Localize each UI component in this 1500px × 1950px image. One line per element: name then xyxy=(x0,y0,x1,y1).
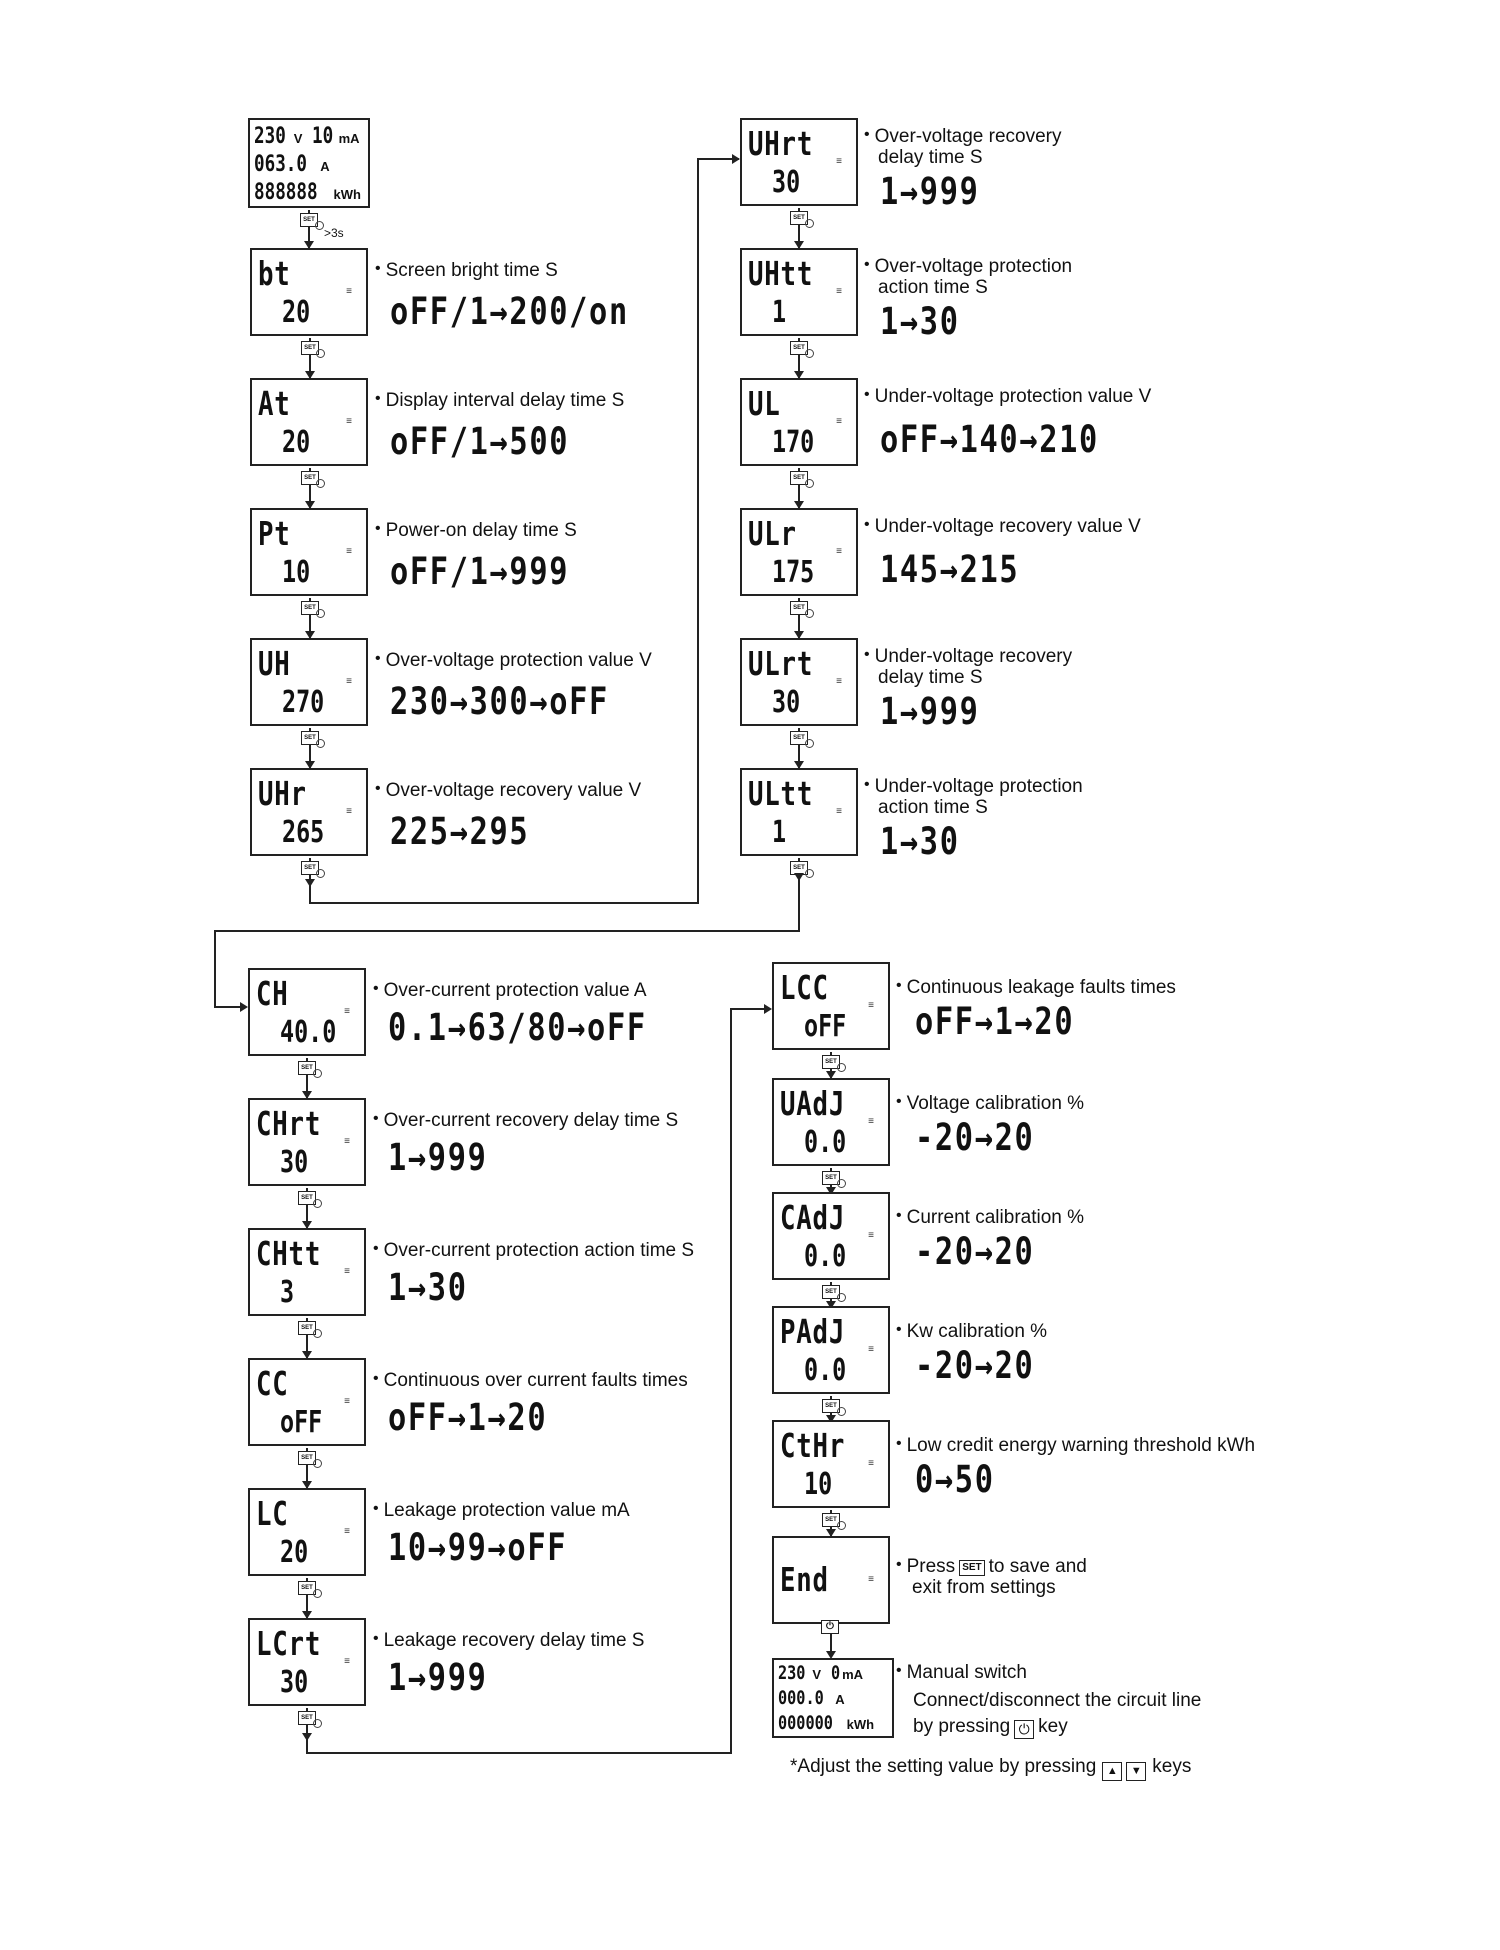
caption-text: Leakage recovery delay time S xyxy=(383,1630,645,1651)
lcd-value: 1 xyxy=(772,815,787,850)
parameter-caption xyxy=(896,977,1176,999)
caption-text: Kw calibration % xyxy=(906,1321,1048,1342)
lcd-code: UHr xyxy=(258,774,307,813)
bullet-icon: • xyxy=(896,1321,902,1338)
parameter-caption xyxy=(878,667,983,688)
home-row xyxy=(254,180,361,205)
parameter-caption xyxy=(373,1370,688,1392)
lcd-indicator-icon: ≡ xyxy=(346,416,352,427)
lcd-value: 30 xyxy=(772,165,801,200)
press-hand-icon xyxy=(805,609,814,618)
lcd-code: At xyxy=(258,384,291,423)
lcd-code: bt xyxy=(258,254,291,293)
bullet-icon: • xyxy=(896,1207,902,1224)
caption-text: Over-voltage recovery xyxy=(874,126,1062,147)
parameter-range: -20→20 xyxy=(915,1116,1035,1159)
lcd-code: CHrt xyxy=(256,1104,322,1143)
bullet-icon: • xyxy=(896,977,902,994)
home-readout: 230 xyxy=(254,124,286,149)
parameter-caption xyxy=(375,390,624,412)
final-readout: 0 xyxy=(830,1662,840,1684)
press-hand-icon xyxy=(313,1069,322,1078)
caption-text: action time S xyxy=(878,277,988,298)
parameter-range: 1→999 xyxy=(388,1656,488,1699)
lcd-value: 30 xyxy=(280,1665,309,1700)
home-row xyxy=(254,124,360,149)
parameter-caption xyxy=(878,147,983,168)
lcd-screen-cc xyxy=(248,1358,366,1446)
home-row xyxy=(254,152,330,177)
set-key-icon: SET xyxy=(301,601,319,615)
parameter-range: -20→20 xyxy=(915,1344,1035,1387)
lcd-value: 20 xyxy=(282,425,311,460)
lcd-indicator-icon: ≡ xyxy=(344,1266,350,1277)
press-hand-icon xyxy=(805,349,814,358)
set-key-icon: SET xyxy=(301,471,319,485)
lcd-indicator-icon: ≡ xyxy=(868,1458,874,1469)
lcd-screen-end xyxy=(772,1536,890,1624)
lcd-code: UAdJ xyxy=(780,1084,846,1123)
parameter-caption xyxy=(864,126,1062,148)
press-hand-icon xyxy=(837,1293,846,1302)
caption-text: Press xyxy=(906,1556,956,1577)
set-key-icon: SET xyxy=(300,213,318,227)
press-hand-icon xyxy=(316,349,325,358)
lcd-indicator-icon: ≡ xyxy=(868,1000,874,1011)
lcd-code: UHrt xyxy=(748,124,814,163)
parameter-range: 0.1→63/80→oFF xyxy=(388,1006,647,1049)
connector-line xyxy=(214,930,216,1008)
lcd-code: UH xyxy=(258,644,291,683)
lcd-indicator-icon: ≡ xyxy=(344,1526,350,1537)
lcd-code: CAdJ xyxy=(780,1198,846,1237)
bullet-icon: • xyxy=(864,256,870,273)
bullet-icon: • xyxy=(373,1240,379,1257)
caption-text: Continuous leakage faults times xyxy=(906,977,1176,998)
bullet-icon: • xyxy=(864,386,870,403)
press-hand-icon xyxy=(316,869,325,878)
lcd-screen-pt xyxy=(250,508,368,596)
parameter-range: 1→999 xyxy=(388,1136,488,1179)
lcd-screen-ulrt xyxy=(740,638,858,726)
bullet-icon: • xyxy=(864,646,870,663)
lcd-indicator-icon: ≡ xyxy=(346,806,352,817)
lcd-screen-chrt xyxy=(248,1098,366,1186)
final-readout: mA xyxy=(842,1667,864,1682)
lcd-indicator-icon: ≡ xyxy=(836,156,842,167)
parameter-caption xyxy=(375,520,577,542)
caption-text: Leakage protection value mA xyxy=(383,1500,630,1521)
parameter-caption xyxy=(864,646,1072,668)
lcd-value: 20 xyxy=(282,295,311,330)
parameter-range: oFF→1→20 xyxy=(388,1396,548,1439)
caption-text: Display interval delay time S xyxy=(385,390,625,411)
set-key-icon: SET xyxy=(298,1451,316,1465)
bullet-icon: • xyxy=(373,1500,379,1517)
lcd-indicator-icon: ≡ xyxy=(346,676,352,687)
parameter-caption xyxy=(373,1110,678,1132)
lcd-code: LCC xyxy=(780,968,829,1007)
set-key-icon: SET xyxy=(790,601,808,615)
parameter-range: 1→999 xyxy=(880,170,980,213)
lcd-screen-uhrt xyxy=(740,118,858,206)
caption-text: Screen bright time S xyxy=(385,260,558,281)
bullet-icon: • xyxy=(375,390,381,407)
parameter-caption xyxy=(373,980,647,1002)
end-caption xyxy=(896,1556,1087,1578)
parameter-caption xyxy=(896,1662,1027,1684)
final-readout: A xyxy=(835,1692,845,1707)
parameter-caption xyxy=(373,1630,644,1652)
parameter-caption xyxy=(373,1240,694,1262)
lcd-screen-padj xyxy=(772,1306,890,1394)
set-key-icon: SET xyxy=(822,1285,840,1299)
parameter-range: oFF/1→999 xyxy=(390,550,570,593)
lcd-value: 10 xyxy=(282,555,311,590)
lcd-indicator-icon: ≡ xyxy=(836,286,842,297)
power-key-icon: ⏻ xyxy=(821,1620,839,1634)
power-key-icon: ⏻ xyxy=(1014,1720,1034,1739)
lcd-indicator-icon: ≡ xyxy=(344,1006,350,1017)
final-readout: V xyxy=(812,1667,821,1682)
caption-text: exit from settings xyxy=(912,1577,1056,1598)
press-hand-icon xyxy=(315,221,324,230)
lcd-screen-ch xyxy=(248,968,366,1056)
caption-text: Continuous over current faults times xyxy=(383,1370,688,1391)
press-hand-icon xyxy=(313,1719,322,1728)
lcd-indicator-icon: ≡ xyxy=(868,1344,874,1355)
bullet-icon: • xyxy=(864,126,870,143)
press-hand-icon xyxy=(805,739,814,748)
caption-text: Over-current recovery delay time S xyxy=(383,1110,679,1131)
caption-text: to save and xyxy=(988,1556,1087,1577)
parameter-range: 1→30 xyxy=(388,1266,468,1309)
lcd-indicator-icon: ≡ xyxy=(346,546,352,557)
connector-line xyxy=(306,1752,732,1754)
set-key-icon: SET xyxy=(298,1711,316,1725)
final-readout: kWh xyxy=(846,1717,875,1732)
lcd-screen-final xyxy=(772,1658,894,1738)
bullet-icon: • xyxy=(896,1556,902,1573)
parameter-caption xyxy=(896,1321,1047,1343)
caption-text: key xyxy=(1038,1716,1068,1737)
connector-line xyxy=(309,902,699,904)
home-readout: mA xyxy=(338,131,360,146)
footnote-text: *Adjust the setting value by pressing xyxy=(790,1756,1097,1777)
lcd-value: 3 xyxy=(280,1275,295,1310)
parameter-caption xyxy=(878,797,988,818)
lcd-screen-cadj xyxy=(772,1192,890,1280)
parameter-range: -20→20 xyxy=(915,1230,1035,1273)
caption-text: Over-voltage recovery value V xyxy=(385,780,642,801)
lcd-screen-cthr xyxy=(772,1420,890,1508)
parameter-caption xyxy=(896,1207,1084,1229)
caption-text: delay time S xyxy=(878,147,983,168)
caption-text: Connect/disconnect the circuit line xyxy=(913,1690,1202,1711)
caption-text: Under-voltage protection xyxy=(874,776,1083,797)
bullet-icon: • xyxy=(373,1630,379,1647)
parameter-range: oFF→1→20 xyxy=(915,1000,1075,1043)
parameter-range: oFF/1→500 xyxy=(390,420,570,463)
caption-text: Over-current protection value A xyxy=(383,980,647,1001)
press-hand-icon xyxy=(313,1199,322,1208)
caption-text: Current calibration % xyxy=(906,1207,1085,1228)
bullet-icon: • xyxy=(864,776,870,793)
press-hand-icon xyxy=(313,1329,322,1338)
lcd-value: 265 xyxy=(282,815,325,850)
lcd-value: 20 xyxy=(280,1535,309,1570)
lcd-code: CHtt xyxy=(256,1234,322,1273)
lcd-indicator-icon: ≡ xyxy=(836,676,842,687)
set-key-icon: SET xyxy=(301,341,319,355)
lcd-indicator-icon: ≡ xyxy=(836,546,842,557)
lcd-code: CH xyxy=(256,974,289,1013)
set-key-icon: SET xyxy=(301,861,319,875)
press-hand-icon xyxy=(316,739,325,748)
parameter-caption xyxy=(375,260,558,282)
lcd-indicator-icon: ≡ xyxy=(344,1396,350,1407)
bullet-icon: • xyxy=(896,1435,902,1452)
lcd-value: 0.0 xyxy=(804,1353,847,1388)
home-readout: V xyxy=(293,131,303,146)
parameter-caption xyxy=(896,1435,1255,1457)
caption-text: delay time S xyxy=(878,667,983,688)
arrow-head-icon xyxy=(764,1004,772,1014)
set-key-icon: SET xyxy=(298,1191,316,1205)
lcd-screen-ul xyxy=(740,378,858,466)
lcd-value: 40.0 xyxy=(280,1015,337,1050)
connector-line xyxy=(697,158,699,904)
set-key-icon: SET xyxy=(790,341,808,355)
home-readout: A xyxy=(320,159,330,174)
hold-hint-text: >3s xyxy=(324,226,344,240)
lcd-screen-bt xyxy=(250,248,368,336)
lcd-code: Pt xyxy=(258,514,291,553)
caption-text: Voltage calibration % xyxy=(906,1093,1085,1114)
parameter-range: 10→99→oFF xyxy=(388,1526,568,1569)
lcd-indicator-icon: ≡ xyxy=(836,806,842,817)
lcd-code: UL xyxy=(748,384,781,423)
set-key-icon: SET xyxy=(301,731,319,745)
lcd-screen-lcc xyxy=(772,962,890,1050)
bullet-icon: • xyxy=(864,516,870,533)
parameter-caption xyxy=(373,1500,630,1522)
lcd-screen-ultt xyxy=(740,768,858,856)
parameter-range: oFF/1→200/on xyxy=(390,290,629,333)
caption-text: Manual switch xyxy=(906,1662,1027,1683)
parameter-caption xyxy=(913,1690,1201,1711)
set-key-icon: SET xyxy=(790,731,808,745)
lcd-code: LC xyxy=(256,1494,289,1533)
set-key-icon: SET xyxy=(959,1560,984,1576)
home-readout: 10 xyxy=(312,124,334,149)
bullet-icon: • xyxy=(896,1662,902,1679)
lcd-code: End xyxy=(780,1560,829,1599)
lcd-code: PAdJ xyxy=(780,1312,846,1351)
parameter-caption xyxy=(864,256,1072,278)
bullet-icon: • xyxy=(373,980,379,997)
caption-text: Over-voltage protection xyxy=(874,256,1073,277)
parameter-caption xyxy=(912,1577,1056,1598)
connector-line xyxy=(798,880,800,930)
bullet-icon: • xyxy=(375,520,381,537)
parameter-caption xyxy=(864,386,1151,408)
connector-line xyxy=(730,1008,732,1754)
final-readout: 230 xyxy=(778,1662,806,1684)
caption-text: Over-current protection action time S xyxy=(383,1240,695,1261)
final-readout: 000.0 xyxy=(778,1687,824,1709)
lcd-screen-ulr xyxy=(740,508,858,596)
lcd-indicator-icon: ≡ xyxy=(346,286,352,297)
lcd-value: oFF xyxy=(804,1009,847,1044)
parameter-range: 1→30 xyxy=(880,300,960,343)
lcd-screen-lcrt xyxy=(248,1618,366,1706)
caption-text: action time S xyxy=(878,797,988,818)
up-arrow-key-icon: ▲ xyxy=(1102,1762,1122,1781)
press-hand-icon xyxy=(313,1589,322,1598)
press-hand-icon xyxy=(805,219,814,228)
parameter-caption xyxy=(878,277,988,298)
connector-line xyxy=(214,930,800,932)
press-hand-icon xyxy=(837,1407,846,1416)
lcd-value: 10 xyxy=(804,1467,833,1502)
lcd-code: LCrt xyxy=(256,1624,322,1663)
parameter-range: oFF→140→210 xyxy=(880,418,1099,461)
press-hand-icon xyxy=(313,1459,322,1468)
caption-text: Under-voltage recovery value V xyxy=(874,516,1141,537)
caption-text: Low credit energy warning threshold kWh xyxy=(906,1435,1256,1456)
lcd-screen-uhtt xyxy=(740,248,858,336)
bullet-icon: • xyxy=(375,650,381,667)
parameter-caption xyxy=(375,780,641,802)
final-readout: 000000 xyxy=(778,1712,833,1734)
lcd-screen-at xyxy=(250,378,368,466)
final-caption-key xyxy=(913,1716,1068,1739)
bullet-icon: • xyxy=(373,1110,379,1127)
lcd-value: 170 xyxy=(772,425,815,460)
press-hand-icon xyxy=(316,609,325,618)
lcd-code: UHtt xyxy=(748,254,814,293)
caption-text: Under-voltage recovery xyxy=(874,646,1073,667)
caption-text: Power-on delay time S xyxy=(385,520,577,541)
bullet-icon: • xyxy=(375,260,381,277)
final-row xyxy=(778,1712,874,1734)
lcd-screen-uadj xyxy=(772,1078,890,1166)
lcd-value: 175 xyxy=(772,555,815,590)
caption-text: by pressing xyxy=(913,1716,1011,1737)
set-key-icon: SET xyxy=(822,1513,840,1527)
press-hand-icon xyxy=(805,479,814,488)
final-row xyxy=(778,1687,845,1709)
caption-text: Under-voltage protection value V xyxy=(874,386,1152,407)
parameter-caption xyxy=(375,650,652,672)
parameter-range: 145→215 xyxy=(880,548,1020,591)
set-key-icon: SET xyxy=(298,1581,316,1595)
footnote xyxy=(790,1756,1191,1781)
lcd-screen-chtt xyxy=(248,1228,366,1316)
arrow-head-icon xyxy=(240,1002,248,1012)
set-key-icon: SET xyxy=(822,1055,840,1069)
lcd-value: 30 xyxy=(772,685,801,720)
lcd-value: 0.0 xyxy=(804,1125,847,1160)
set-key-icon: SET xyxy=(822,1171,840,1185)
lcd-code: CC xyxy=(256,1364,289,1403)
home-readout: 063.0 xyxy=(254,152,307,177)
press-hand-icon xyxy=(837,1063,846,1072)
parameter-range: 225→295 xyxy=(390,810,530,853)
lcd-code: ULr xyxy=(748,514,797,553)
lcd-value: oFF xyxy=(280,1405,323,1440)
set-key-icon: SET xyxy=(790,211,808,225)
lcd-indicator-icon: ≡ xyxy=(344,1656,350,1667)
set-key-icon: SET xyxy=(790,861,808,875)
down-arrow-key-icon: ▼ xyxy=(1126,1762,1146,1781)
press-hand-icon xyxy=(837,1521,846,1530)
parameter-caption xyxy=(896,1093,1084,1115)
bullet-icon: • xyxy=(896,1093,902,1110)
lcd-screen-lc xyxy=(248,1488,366,1576)
lcd-value: 0.0 xyxy=(804,1239,847,1274)
lcd-indicator-icon: ≡ xyxy=(868,1574,874,1585)
lcd-screen-uhr xyxy=(250,768,368,856)
lcd-indicator-icon: ≡ xyxy=(868,1116,874,1127)
final-row xyxy=(778,1662,863,1684)
footnote-text: keys xyxy=(1152,1756,1192,1777)
parameter-caption xyxy=(864,776,1083,798)
home-readout: 888888 xyxy=(254,180,318,205)
set-key-icon: SET xyxy=(298,1321,316,1335)
parameter-range: 1→30 xyxy=(880,820,960,863)
lcd-indicator-icon: ≡ xyxy=(836,416,842,427)
press-hand-icon xyxy=(805,869,814,878)
lcd-code: ULrt xyxy=(748,644,814,683)
bullet-icon: • xyxy=(373,1370,379,1387)
set-key-icon: SET xyxy=(790,471,808,485)
lcd-screen-home xyxy=(248,118,370,208)
parameter-caption xyxy=(864,516,1141,538)
lcd-value: 30 xyxy=(280,1145,309,1180)
press-hand-icon xyxy=(316,479,325,488)
lcd-indicator-icon: ≡ xyxy=(868,1230,874,1241)
parameter-range: 230→300→oFF xyxy=(390,680,609,723)
press-hand-icon xyxy=(837,1179,846,1188)
lcd-value: 270 xyxy=(282,685,325,720)
lcd-value: 1 xyxy=(772,295,787,330)
set-key-icon: SET xyxy=(822,1399,840,1413)
home-readout: kWh xyxy=(333,187,361,202)
caption-text: Over-voltage protection value V xyxy=(385,650,652,671)
lcd-screen-uh xyxy=(250,638,368,726)
bullet-icon: • xyxy=(375,780,381,797)
parameter-range: 0→50 xyxy=(915,1458,995,1501)
parameter-range: 1→999 xyxy=(880,690,980,733)
set-key-icon: SET xyxy=(298,1061,316,1075)
lcd-indicator-icon: ≡ xyxy=(344,1136,350,1147)
arrow-head-icon xyxy=(732,154,740,164)
lcd-code: ULtt xyxy=(748,774,814,813)
lcd-code: CtHr xyxy=(780,1426,846,1465)
